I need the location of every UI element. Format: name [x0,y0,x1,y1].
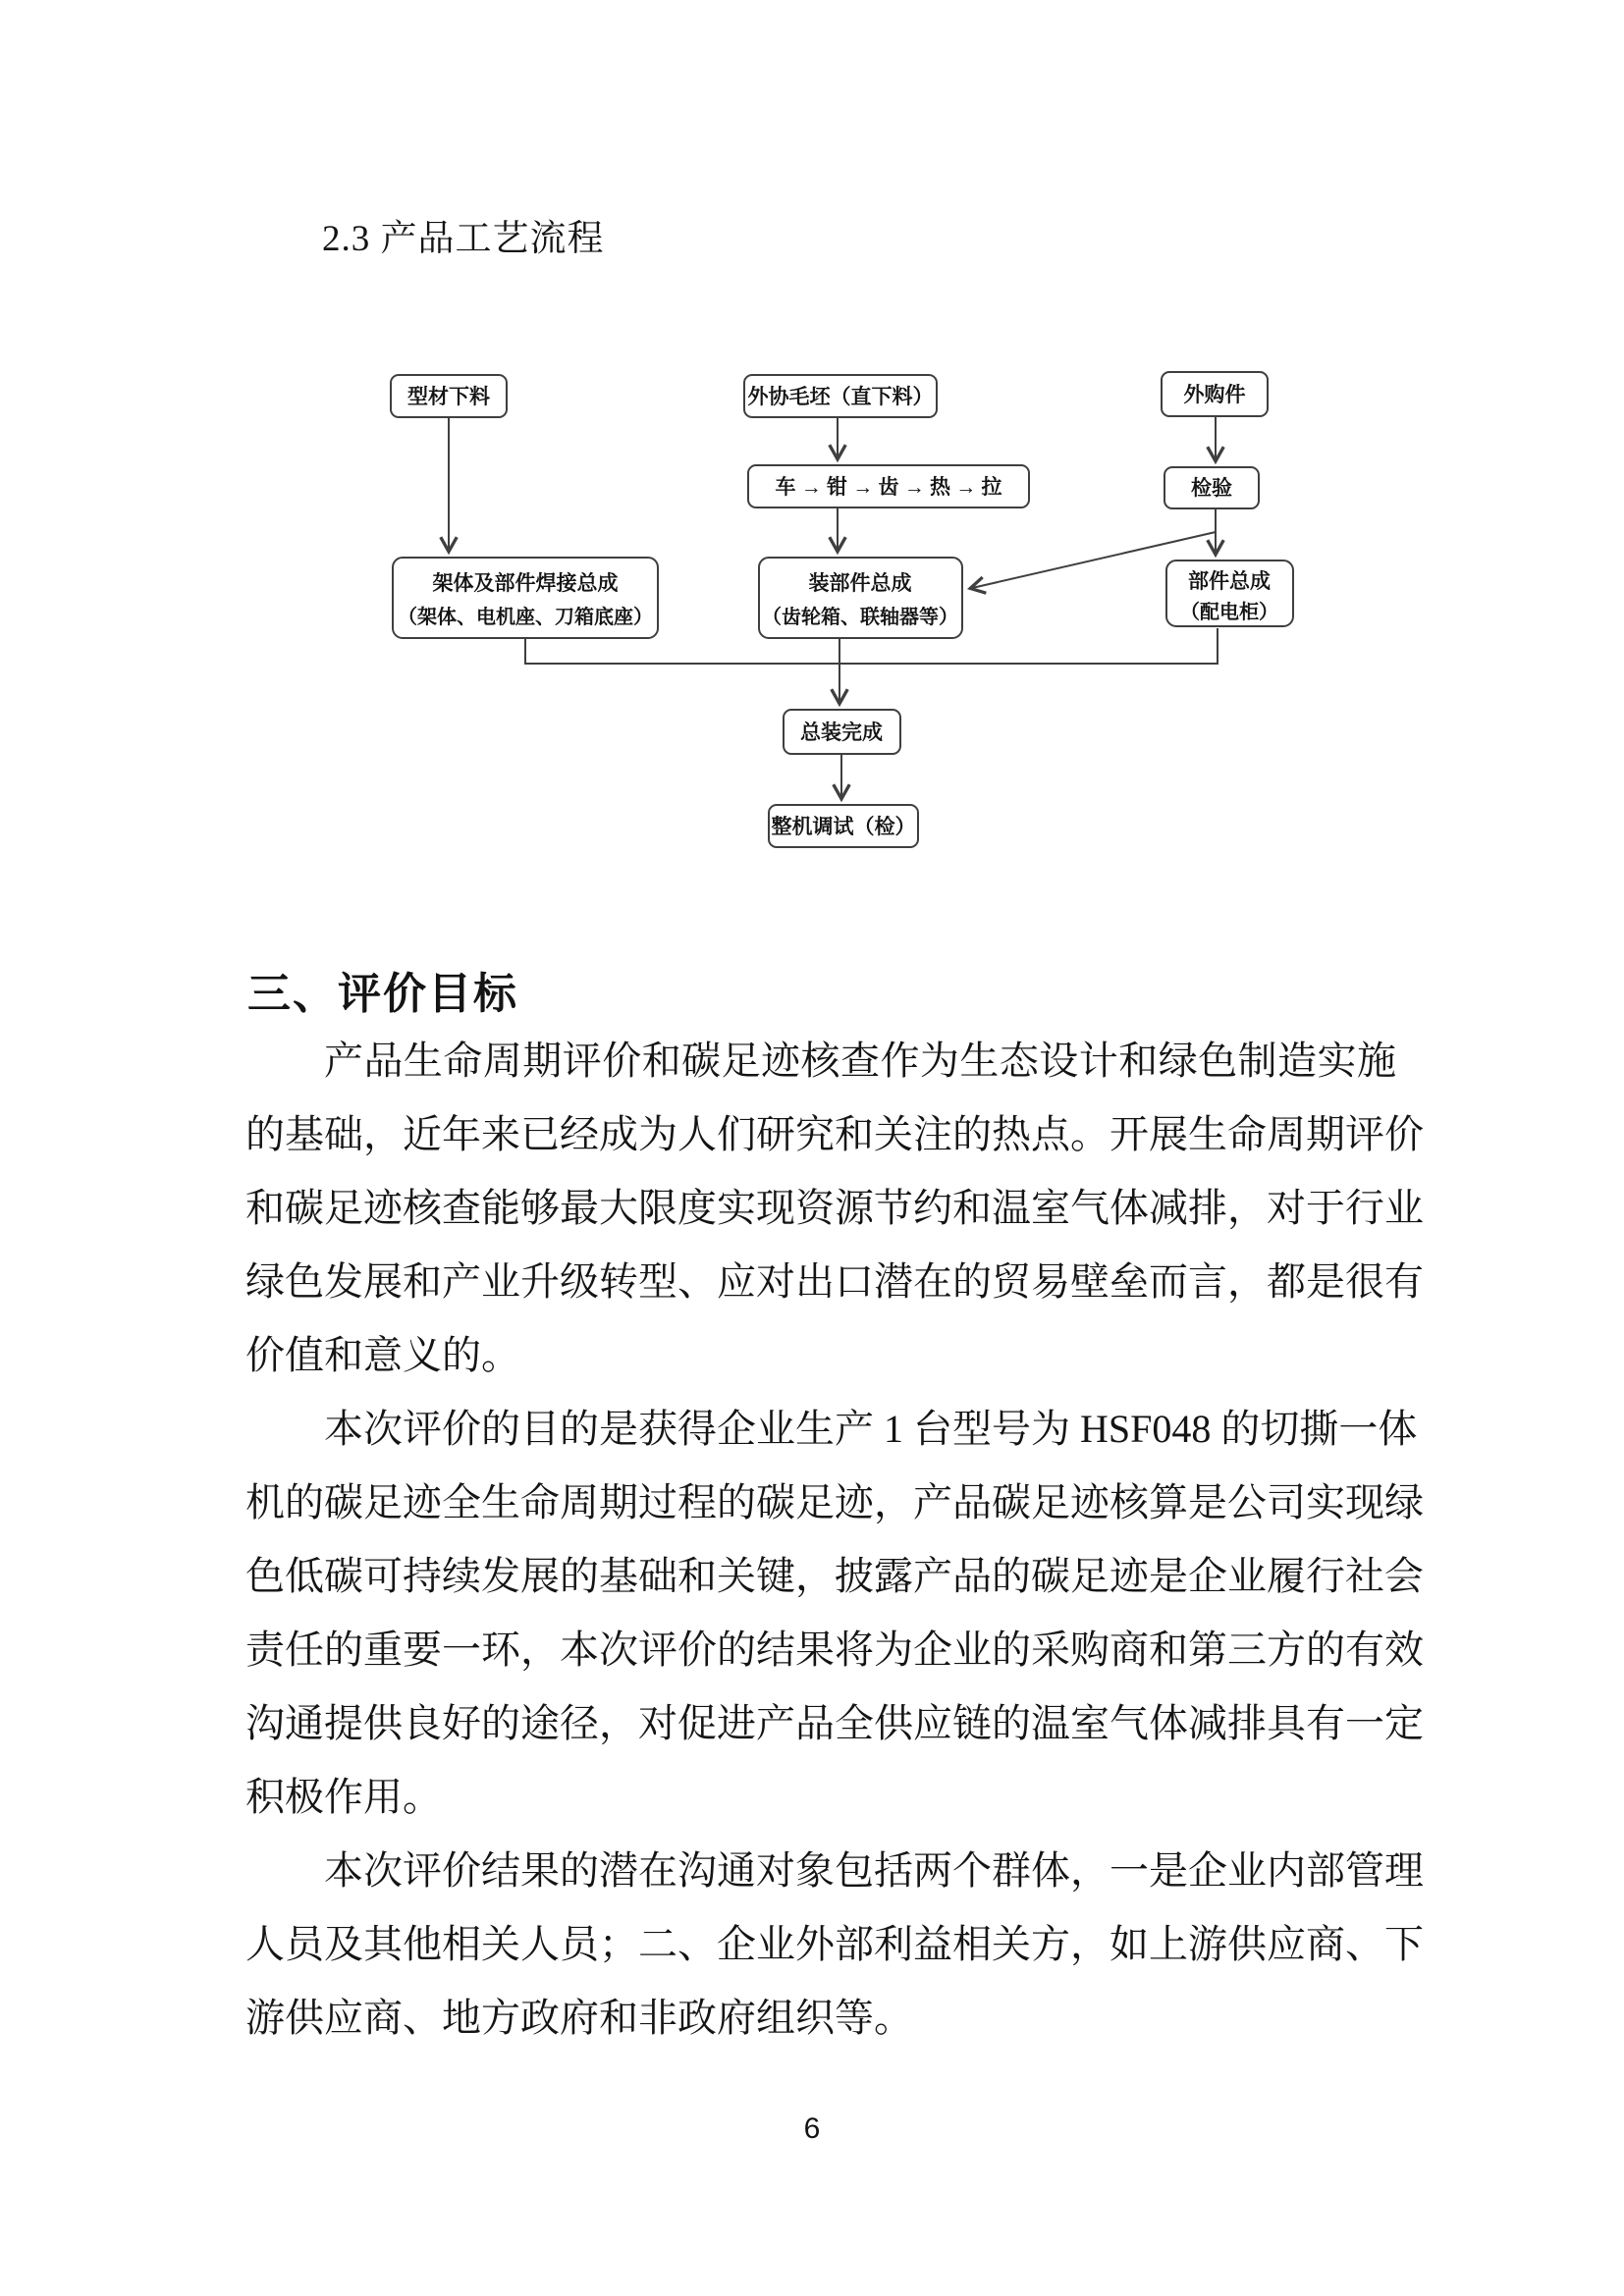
paragraph-line: 积极作用。 [245,1775,442,1819]
paragraph-line: 机的碳足迹全生命周期过程的碳足迹，产品碳足迹核算是公司实现绿 [245,1480,1424,1524]
paragraph-line: 责任的重要一环，本次评价的结果将为企业的采购商和第三方的有效 [245,1628,1424,1672]
page-number: 6 [803,2112,821,2145]
component-assembly-label: 部件总成 [1188,569,1271,593]
section-3-body [245,1024,1424,2055]
paragraph-3 [245,1834,1424,2055]
machining-sequence-label: 车 → 钳 → 齿 → 热 → 拉 [775,475,1002,499]
process-flowchart [0,0,1624,903]
paragraph-1 [245,1024,1424,1392]
flowchart-node-purchased-parts [1162,372,1268,416]
flowchart-node-profile-cutting [391,375,507,417]
paragraph-2 [245,1392,1424,1834]
frame-welding-sublabel: （架体、电机座、刀箱底座） [398,607,653,628]
frame-welding-label: 架体及部件焊接总成 [432,571,619,595]
paragraph-line: 产品生命周期评价和碳足迹核查作为生态设计和绿色制造实施 [324,1039,1396,1083]
paragraph-line: 本次评价结果的潜在沟通对象包括两个群体，一是企业内部管理 [324,1848,1424,1893]
component-assembly-sublabel: （配电柜） [1180,602,1278,623]
paragraph-line: 价值和意义的。 [245,1333,520,1377]
profile-cutting-label: 型材下料 [407,385,490,408]
flowchart-node-frame-welding [393,558,658,638]
flowchart-node-outsourced-blank [744,375,937,417]
paragraph-line: 沟通提供良好的途径，对促进产品全供应链的温室气体减排具有一定 [245,1701,1424,1745]
paragraph-line: 绿色发展和产业升级转型、应对出口潜在的贸易壁垒而言，都是很有 [245,1259,1424,1304]
paragraph-line: 本次评价的目的是获得企业生产 1 台型号为 HSF048 的切撕一体 [324,1407,1418,1451]
inspection-label: 检验 [1191,476,1232,500]
flowchart-node-final-assembly [784,710,900,754]
section-3-heading: 三、评价目标 [247,970,518,1018]
flowchart-node-whole-machine-test [769,805,918,847]
whole-machine-test-label: 整机调试（检） [771,815,916,838]
paragraph-line: 色低碳可持续发展的基础和关键，披露产品的碳足迹是企业履行社会 [245,1554,1424,1598]
flowchart-node-inspection [1164,467,1259,508]
outsourced-blank-label: 外协毛坯（直下料） [747,385,934,408]
paragraph-line: 人员及其他相关人员；二、企业外部利益相关方，如上游供应商、下 [245,1922,1424,1966]
parts-assembly-label: 装部件总成 [808,571,912,595]
paragraph-line: 的基础，近年来已经成为人们研究和关注的热点。开展生命周期评价 [245,1112,1424,1156]
paragraph-line: 和碳足迹核查能够最大限度实现资源节约和温室气体减排，对于行业 [245,1186,1424,1230]
paragraph-line: 游供应商、地方政府和非政府组织等。 [245,1996,913,2040]
purchased-parts-label: 外购件 [1183,383,1246,406]
final-assembly-label: 总装完成 [800,721,883,744]
flowchart-node-component-assembly [1166,561,1293,626]
section-2-3-heading: 2.3 产品工艺流程 [322,219,605,259]
flowchart-node-parts-assembly [759,558,962,638]
flowchart-node-machining-sequence [748,465,1029,507]
parts-assembly-sublabel: （齿轮箱、联轴器等） [762,607,958,628]
